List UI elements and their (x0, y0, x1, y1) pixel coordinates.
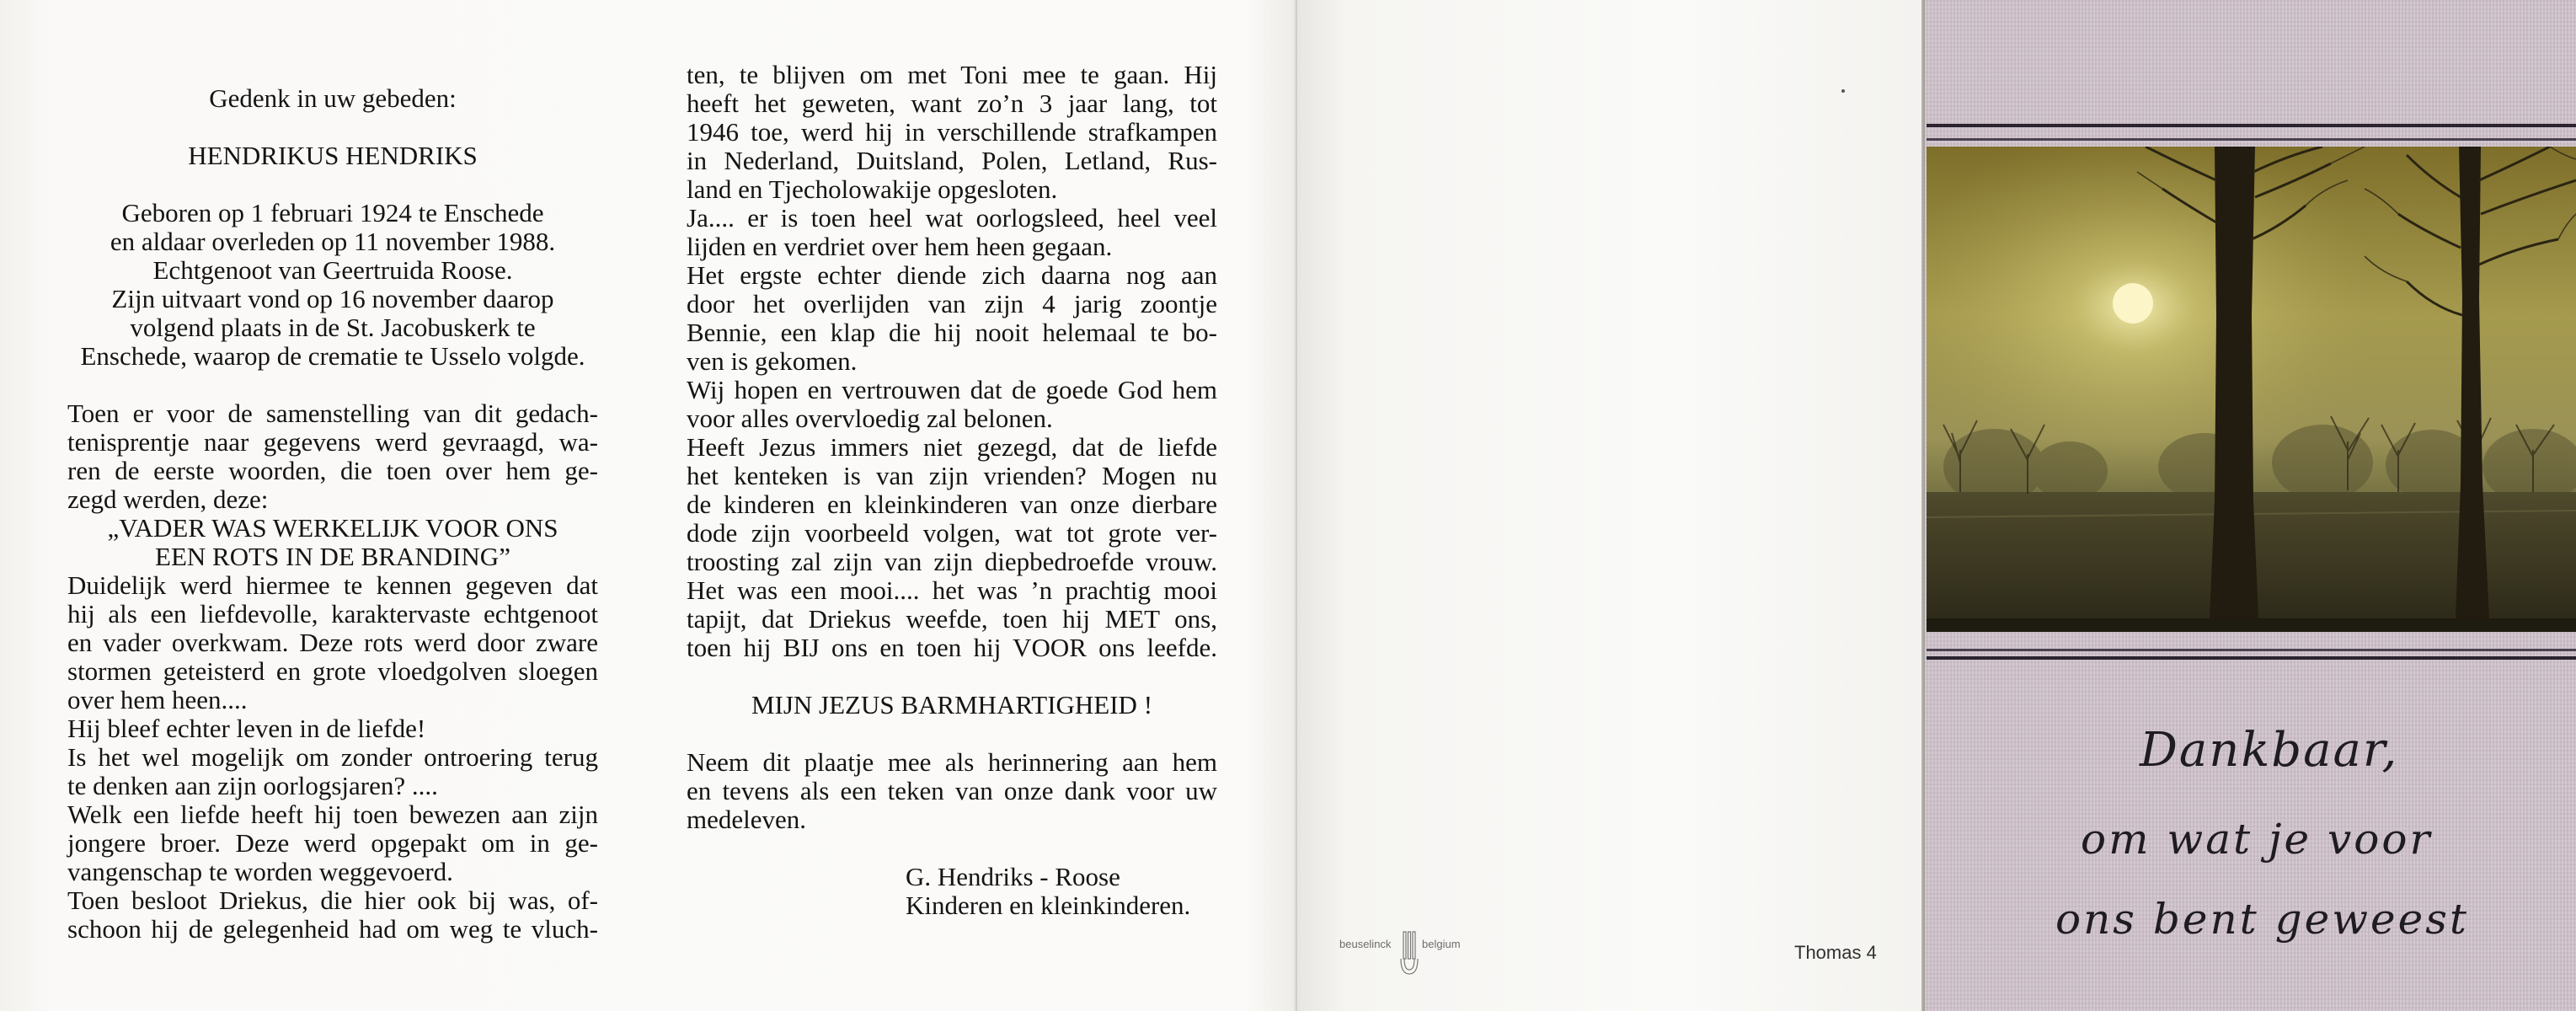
text-line: Het ergste echter diende zich daarna nog aan (687, 260, 1217, 290)
text-line: troosting zal zijn van zijn diepbedroefde vrouw. (687, 547, 1217, 576)
text-line: Duidelijk werd hiermee te kennen gegeven dat (67, 570, 598, 600)
text-line: Toen er voor de samenstelling van dit gedach- (67, 399, 598, 428)
card-code: Thomas 4 (1794, 942, 1877, 963)
prayer-header: Gedenk in uw gebeden: (209, 83, 457, 113)
text-line: jongere broer. Deze werd opgepakt om in ge- (67, 828, 598, 858)
text-line: over hem heen.... (67, 685, 248, 714)
text-line: lijden en verdriet over hem heen gegaan. (687, 232, 1113, 261)
text-line: tapijt, dat Driekus weefde, toen hij MET ons, (687, 604, 1217, 634)
verse-line: ons bent geweest (2055, 895, 2469, 944)
verse-line: Dankbaar, (2140, 723, 2399, 778)
cover-stripe (1927, 138, 2576, 141)
signature-line: Kinderen en kleinkinderen. (906, 891, 1191, 920)
text-line: Is het wel mogelijk om zonder ontroering terug (67, 742, 598, 772)
quote-block (67, 514, 598, 571)
camps-paragraph (687, 61, 1217, 662)
text-line: zegd werden, deze: (67, 484, 269, 514)
right-text-column (687, 60, 1217, 920)
text-line: in Nederland, Duitsland, Polen, Letland, Rus- (687, 146, 1217, 175)
text-line: hij als een liefdevolle, karaktervaste echtgenoot (67, 599, 598, 629)
text-line: voor alles overvloedig zal belonen. (687, 404, 1053, 433)
cover-stripe (1927, 649, 2576, 651)
signature-line: G. Hendriks - Roose (906, 862, 1120, 891)
text-line: Ja.... er is toen heel wat oorlogsleed, heel veel (687, 203, 1217, 233)
paper-speck (1841, 89, 1845, 93)
bio-line: Echtgenoot van Geertruida Roose. (152, 255, 513, 285)
biography-block (67, 199, 598, 371)
text-line: 1946 toe, werd hij in verschillende strafkampen (687, 117, 1217, 147)
text-line: Toen besloot Driekus, die hier ook bij was, of- (67, 885, 598, 915)
signature-block (906, 863, 1217, 920)
text-line: en vader overkwam. Deze rots werd door zware (67, 628, 598, 657)
publisher-name: beuselinck (1339, 938, 1392, 950)
text-line: land en Tjecholowakije opgesloten. (687, 174, 1058, 204)
bio-line: Geboren op 1 februari 1924 te Enschede (121, 198, 544, 227)
sunset-landscape-photo (1927, 147, 2576, 632)
text-line: door het overlijden van zijn 4 jarig zoontje (687, 289, 1217, 318)
verse-line: om wat je voor (2081, 815, 2433, 864)
text-line: het kenteken is van zijn vrienden? Mogen nu (687, 461, 1217, 490)
text-line: ven is gekomen. (687, 346, 858, 376)
text-line: Welk een liefde heeft hij toen bewezen aan zijn (67, 800, 598, 829)
bio-line: Zijn uitvaart vond op 16 november daarop (111, 284, 554, 313)
text-line: Neem dit plaatje mee als herinnering aan hem (687, 747, 1217, 777)
text-line: vangenschap te worden weggevoerd. (67, 857, 453, 886)
closing-paragraph (687, 748, 1217, 834)
text-line: de kinderen en kleinkinderen van onze dierbare (687, 489, 1217, 519)
text-line: Heeft Jezus immers niet gezegd, dat de liefde (687, 432, 1217, 462)
war-paragraph (67, 714, 598, 944)
deceased-name: HENDRIKUS HENDRIKS (188, 141, 478, 170)
text-line: Hij bleef echter leven in de liefde! (67, 714, 426, 743)
cover-stripe (1927, 656, 2576, 660)
bio-line: Enschede, waarop de crematie te Usselo volgde. (80, 341, 585, 371)
text-line: Het was een mooi.... het was ’n prachtig mooi (687, 575, 1217, 605)
text-line: heeft het geweten, want zo’n 3 jaar lang, tot (687, 88, 1217, 118)
cover-verse (2055, 712, 2561, 944)
text-line: stormen geteisterd en grote vloedgolven sloegen (67, 656, 598, 686)
rock-paragraph (67, 571, 598, 714)
left-text-column (67, 84, 598, 944)
intro-paragraph (67, 399, 598, 514)
publisher-logo (1339, 930, 1474, 981)
text-line: en tevens als een teken van onze dank voor uw (687, 776, 1217, 805)
text-line: ten, te blijven om met Toni mee te gaan. Hij (687, 60, 1217, 89)
text-line: te denken aan zijn oorlogsjaren? .... (67, 771, 438, 800)
text-line: schoon hij de gelegenheid had om weg te vluch- (67, 914, 598, 944)
quote-line: „VADER WAS WERKELIJK VOOR ONS (107, 513, 558, 543)
middle-page (1297, 0, 1925, 1011)
text-line: Wij hopen en vertrouwen dat de goede God hem (687, 375, 1217, 404)
text-line: medeleven. (687, 805, 807, 834)
quote-line: EEN ROTS IN DE BRANDING” (155, 542, 510, 571)
text-line: tenisprentje naar gegevens werd gevraagd, wa- (67, 427, 598, 457)
publisher-mark-icon (1398, 930, 1420, 977)
bio-line: en aldaar overleden op 11 november 1988. (110, 227, 556, 256)
text-line: ren de eerste woorden, die toen over hem ge- (67, 456, 598, 485)
text-line: toen hij BIJ ons en toen hij VOOR ons leefde. (687, 633, 1217, 662)
publisher-country: belgium (1422, 938, 1461, 950)
bio-line: volgend plaats in de St. Jacobuskerk te (130, 313, 536, 342)
text-line: dode zijn voorbeeld volgen, wat tot grote ver- (687, 518, 1217, 548)
text-line: Bennie, een klap die hij nooit helemaal te bo- (687, 318, 1217, 347)
cover-stripe (1927, 124, 2576, 127)
prayer-invocation: MIJN JEZUS BARMHARTIGHEID ! (751, 690, 1153, 719)
